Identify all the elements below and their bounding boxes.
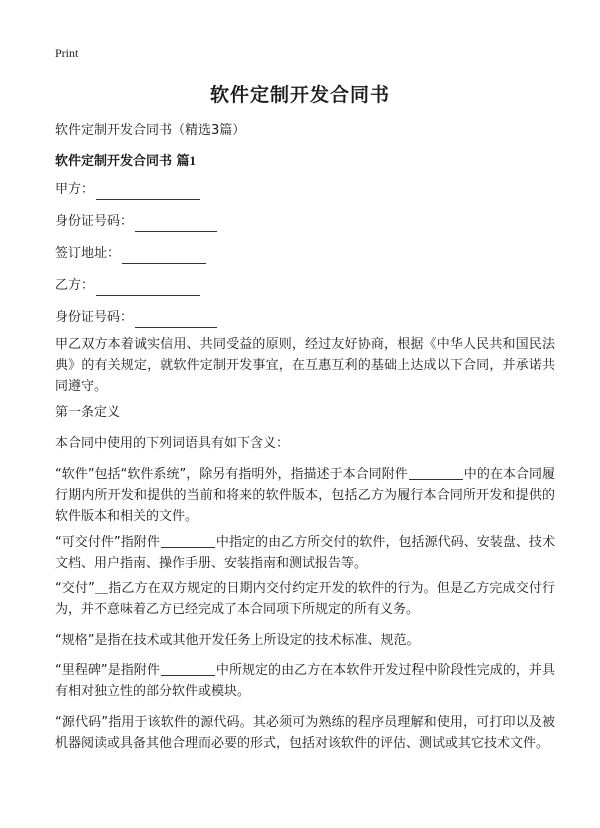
definition-text: “里程碑”是指附件 [55, 663, 160, 678]
definition-text: “可交付件”指附件 [55, 535, 160, 550]
definition-milestone [55, 660, 555, 702]
article-1-title: 第一条定义 [55, 405, 121, 420]
field-label: 身份证号码： [55, 214, 134, 229]
section-heading-number: 1 [189, 153, 197, 168]
field-party-a-id [55, 212, 217, 232]
field-label: 甲方： [55, 182, 95, 197]
intro-paragraph: 甲乙双方本着诚实信用、共同受益的原则，经过友好协商，根据《中华人民共和国民法典》的有关规定，就软件定制开发事宜，在互惠互利的基础上达成以下合同，并承诺共同遵守。 [55, 337, 555, 394]
document-title: 软件定制开发合同书 [209, 84, 390, 106]
document-subtitle: 软件定制开发合同书（精选3篇） [55, 123, 246, 138]
fill-blank [135, 312, 217, 328]
fill-blank [96, 184, 200, 200]
field-label: 身份证号码： [55, 310, 134, 325]
definition-software [55, 464, 555, 527]
definition-delivery: “交付”＿指乙方在双方规定的日期内交付约定开发的软件的行为。但是乙方完成交付行为，并不意味着乙方已经完成了本合同项下所规定的所有义务。 [55, 581, 555, 617]
article-1-lead: 本合同中使用的下列词语具有如下含义： [55, 436, 290, 451]
fill-blank [161, 661, 215, 676]
print-link[interactable]: Print [55, 46, 79, 60]
fill-blank [161, 533, 215, 548]
definition-deliverable [55, 532, 555, 574]
fill-blank [409, 465, 463, 480]
fill-blank [96, 280, 200, 296]
section-heading-text: 软件定制开发合同书 篇 [55, 154, 190, 169]
section-heading [55, 151, 196, 172]
field-party-a [55, 180, 200, 200]
field-sign-address [55, 244, 206, 264]
definition-spec: “规格”是指在技术或其他开发任务上所设定的技术标准、规范。 [55, 633, 420, 648]
definition-text: “软件”包括“软件系统”，除另有指明外，指描述于本合同附件 [55, 467, 408, 482]
field-label: 签订地址： [55, 246, 121, 261]
definition-text: 中的在本合同履行期内所开发和提供的当前和将来的软件版本，包括乙方为履行本合同所开发和提供的软件版本和相关的文件。 [55, 467, 555, 524]
definition-source-code: “源代码”指用于该软件的源代码。其必须可为熟练的程序员理解和使用，可打印以及被机器阅读或具备其他合理而必要的形式，包括对该软件的评估、测试或其它技术文件。 [55, 715, 555, 751]
field-party-b-id [55, 308, 217, 328]
fill-blank [122, 248, 206, 264]
fill-blank [135, 216, 217, 232]
field-party-b [55, 276, 200, 296]
definition-text: 中指定的由乙方所交付的软件，包括源代码、安装盘、技术文档、用户指南、操作手册、安装指南和测试报告等。 [55, 535, 555, 571]
definition-text: 中所规定的由乙方在本软件开发过程中阶段性完成的，并具有相对独立性的部分软件或模块。 [55, 663, 555, 699]
field-label: 乙方： [55, 278, 95, 293]
